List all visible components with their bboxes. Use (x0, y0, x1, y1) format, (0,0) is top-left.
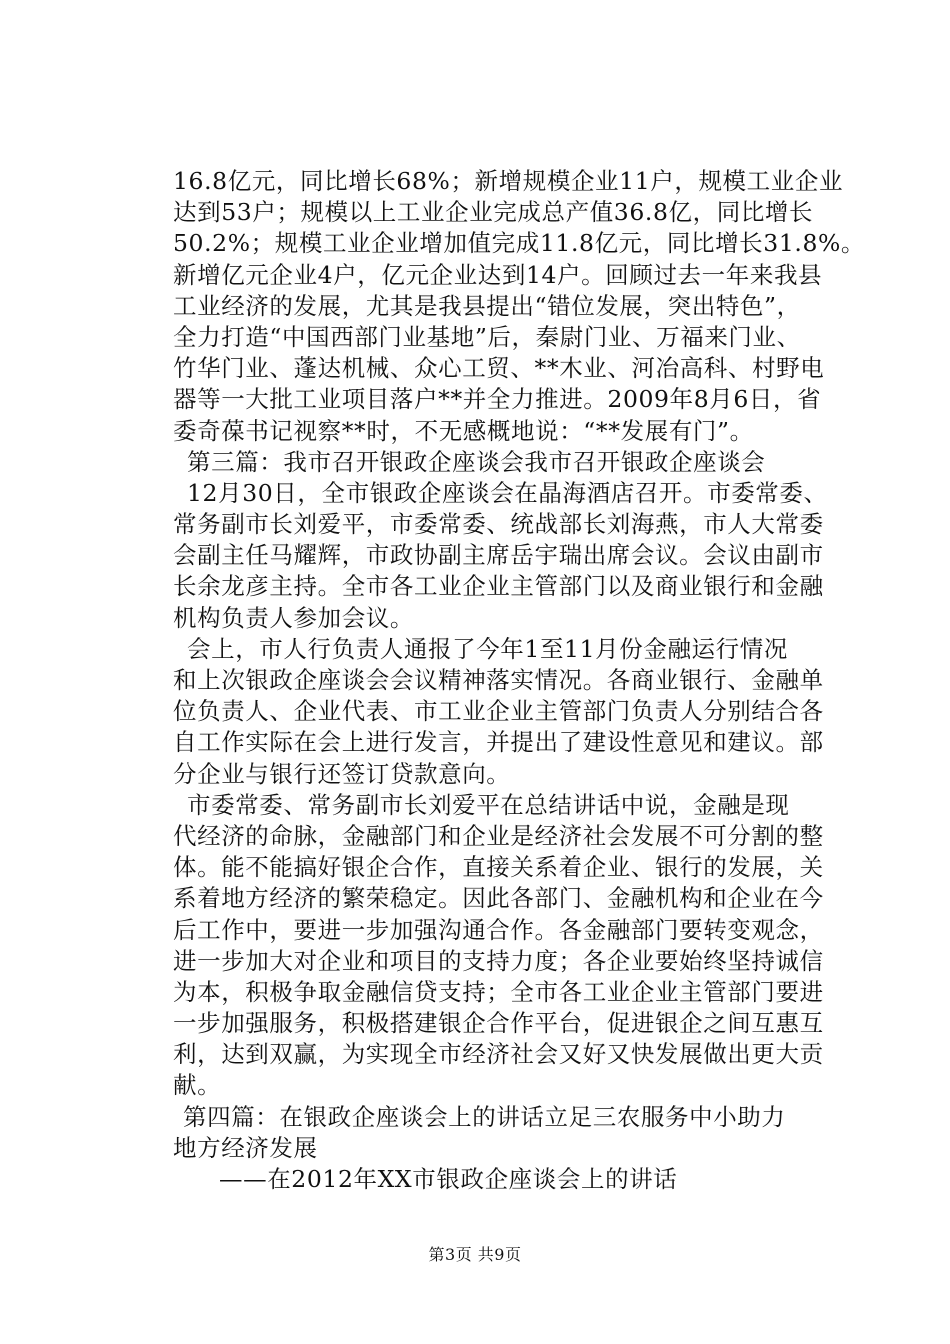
text-line: 系着地方经济的繁荣稳定。因此各部门、金融机构和企业在今 (173, 884, 824, 913)
text-line: 委奇葆书记视察**时，不无感概地说：“**发展有门”。 (173, 416, 754, 445)
text-line: 长余龙彦主持。全市各工业企业主管部门以及商业银行和金融 (173, 572, 824, 601)
text-line: 全力打造“中国西部门业基地”后，秦尉门业、万福来门业、 (173, 322, 801, 351)
text-line: 分企业与银行还签订贷款意向。 (173, 759, 511, 788)
text-line: 献。 (173, 1071, 222, 1100)
text-line: 会上，市人行负责人通报了今年1至11月份金融运行情况 (187, 634, 788, 663)
subtitle-line: ——在2012年XX市银政企座谈会上的讲话 (219, 1165, 678, 1193)
text-line: 机构负责人参加会议。 (173, 603, 414, 632)
text-line: 自工作实际在会上进行发言，并提出了建设性意见和建议。部 (173, 728, 824, 757)
text-line: 代经济的命脉，金融部门和企业是经济社会发展不可分割的整 (173, 821, 824, 850)
section-heading: 地方经济发展 (173, 1133, 318, 1162)
text-line: 利，达到双赢，为实现全市经济社会又好又快发展做出更大贡 (173, 1040, 824, 1069)
section-heading: 第三篇：我市召开银政企座谈会我市召开银政企座谈会 (187, 447, 766, 476)
text-line: 新增亿元企业4户，亿元企业达到14户。回顾过去一年来我县 (173, 260, 823, 289)
text-line: 一步加强服务，积极搭建银企合作平台，促进银企之间互惠互 (173, 1009, 824, 1038)
text-line: 市委常委、常务副市长刘爱平在总结讲话中说，金融是现 (187, 790, 790, 819)
text-line: 竹华门业、蓬达机械、众心工贸、**木业、河冶高科、村野电 (173, 354, 825, 383)
text-line: 16.8亿元，同比增长68%；新增规模企业11户，规模工业企业 (173, 167, 844, 195)
page-number: 第3页 共9页 (428, 1245, 522, 1264)
text-line: 50.2%；规模工业企业增加值完成11.8亿元，同比增长31.8%。 (173, 229, 866, 258)
text-line: 进一步加大对企业和项目的支持力度；各企业要始终坚持诚信 (173, 946, 824, 975)
section-heading: 第四篇：在银政企座谈会上的讲话立足三农服务中小助力 (183, 1102, 786, 1131)
text-line: 常务副市长刘爱平，市委常委、统战部长刘海燕，市人大常委 (173, 510, 824, 539)
text-line: 达到53户；规模以上工业企业完成总产值36.8亿，同比增长 (173, 198, 814, 227)
document-body (173, 166, 866, 1195)
text-line: 位负责人、企业代表、市工业企业主管部门负责人分别结合各 (173, 697, 824, 726)
text-line: 后工作中，要进一步加强沟通合作。各金融部门要转变观念， (173, 915, 824, 944)
text-line: 为本，积极争取金融信贷支持；全市各工业企业主管部门要进 (173, 977, 824, 1006)
text-line: 体。能不能搞好银企合作，直接关系着企业、银行的发展，关 (173, 853, 824, 882)
text-line: 12月30日，全市银政企座谈会在晶海酒店召开。市委常委、 (187, 478, 828, 507)
text-line: 器等一大批工业项目落户**并全力推进。2009年8月6日，省 (173, 385, 822, 414)
text-line: 和上次银政企座谈会会议精神落实情况。各商业银行、金融单 (173, 666, 824, 694)
text-line: 工业经济的发展，尤其是我县提出“错位发展，突出特色”， (173, 291, 801, 320)
text-line: 会副主任马耀辉，市政协副主席岳宇瑞出席会议。会议由副市 (173, 541, 824, 570)
